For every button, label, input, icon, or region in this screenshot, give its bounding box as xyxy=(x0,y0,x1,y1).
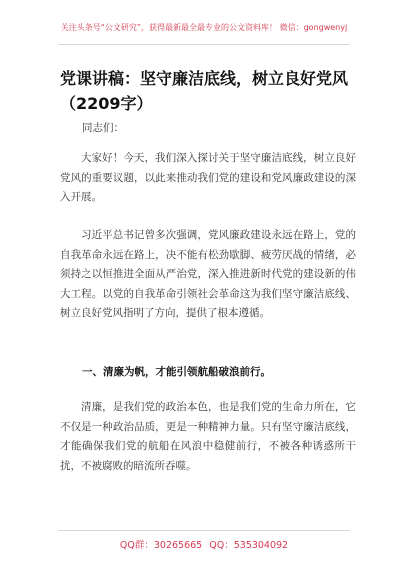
footer-divider xyxy=(58,530,350,531)
document-title: 党课讲稿：坚守廉洁底线，树立良好党风（2209字） xyxy=(60,69,349,113)
greeting: 同志们： xyxy=(82,122,124,134)
section-paragraph: 清廉，是我们党的政治本色，也是我们党的生命力所在，它不仅是一种政治品质，更是一种精神力量。只有坚守廉洁底线，才能确保我们党的航船在风浪中稳健前行，不被各种诱惑所干扰，不被腐败的暗流所吞噬。 xyxy=(60,401,356,472)
header-divider xyxy=(58,44,350,45)
paragraph-intro: 大家好！今天，我们深入探讨关于坚守廉洁底线，树立良好党风的重要议题，以此来推动我们党的建设和党风廉政建设的深入开展。 xyxy=(60,152,356,204)
header-promo-note: 关注头条号“公文研究”，获得最新最全最专业的公文资料库！ 微信：gongwenyj xyxy=(60,23,348,32)
section-heading: 一、清廉为帆，才能引领航船破浪前行。 xyxy=(82,366,271,378)
footer-contact: QQ群：30265665 QQ：535304092 xyxy=(119,540,289,551)
paragraph-quote: 习近平总书记曾多次强调，党风廉政建设永远在路上，党的自我革命永远在路上，决不能有松劲歇脚、疲劳厌战的情绪，必须持之以恒推进全面从严治党，深入推进新时代党的建设新的伟大工程。以党的自我革命引领社会革命这为我们坚守廉洁底线、树立良好党风指明了方向，提供了根本遵循。 xyxy=(60,229,356,320)
